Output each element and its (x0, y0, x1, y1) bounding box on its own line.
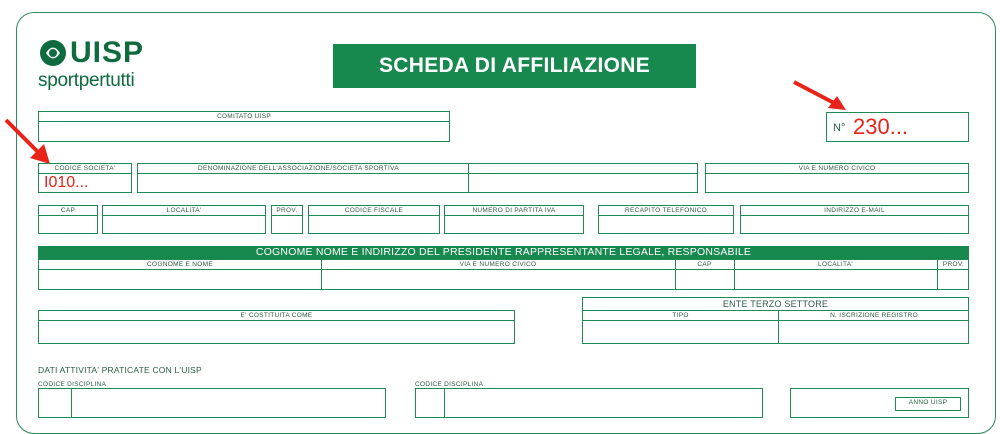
presidente-col-cap: CAP (697, 261, 712, 268)
partita-iva-field[interactable] (444, 205, 584, 234)
disciplina-table-2[interactable] (415, 388, 763, 418)
numero-prefix: N° (833, 122, 846, 134)
partita-iva-label: NUMERO DI PARTITA IVA (472, 207, 556, 214)
codice-disciplina-label-2: CODICE DISCIPLINA (415, 381, 484, 388)
presidente-col-localita: LOCALITA' (818, 261, 853, 268)
costituita-field[interactable] (38, 310, 515, 344)
uisp-emblem-icon (38, 38, 68, 68)
ets-tipo-label: TIPO (672, 312, 689, 319)
anno-box[interactable] (790, 388, 969, 418)
email-field[interactable] (740, 205, 969, 234)
via-societa-field[interactable] (705, 163, 969, 193)
logo-wordmark: UISP (70, 36, 145, 69)
denominazione-label: DENOMINAZIONE DELL'ASSOCIAZIONE/SOCIETA SPORTIVA (198, 165, 399, 172)
prov-field[interactable] (271, 205, 303, 234)
presidente-header: COGNOME NOME E INDIRIZZO DEL PRESIDENTE RAPPRESENTANTE LEGALE, RESPONSABILE (38, 246, 969, 259)
presidente-col-nome: COGNOME E NOME (147, 261, 213, 268)
cap-label: CAP (60, 207, 76, 214)
presidente-table[interactable] (38, 259, 969, 290)
prov-label: PROV. (276, 207, 298, 214)
recapito-field[interactable] (598, 205, 734, 234)
codice-societa-field[interactable] (38, 163, 132, 193)
anno-label: ANNO UISP (908, 399, 948, 406)
localita-label: LOCALITA' (166, 207, 202, 214)
codice-fiscale-field[interactable] (308, 205, 440, 234)
form-title: SCHEDA DI AFFILIAZIONE (333, 44, 696, 88)
presidente-col-prov: PROV. (942, 261, 965, 268)
codice-societa-label: CODICE SOCIETA' (54, 165, 116, 172)
email-label: INDIRIZZO E-MAIL (824, 207, 885, 214)
ets-iscrizione-label: N. ISCRIZIONE REGISTRO (830, 312, 918, 319)
numero-field[interactable] (826, 112, 969, 142)
codice-fiscale-label: CODICE FISCALE (344, 207, 404, 214)
logo-tagline: sportpertutti (38, 70, 135, 91)
localita-field[interactable] (102, 205, 266, 234)
ets-header: ENTE TERZO SETTORE (722, 299, 829, 309)
codice-societa-value: I010... (44, 174, 89, 191)
red-arrow-icon (790, 78, 850, 114)
dati-attivita-heading: DATI ATTIVITA' PRATICATE CON L'UISP (38, 365, 202, 375)
comitato-field[interactable] (38, 111, 450, 142)
denominazione-field[interactable] (137, 163, 698, 193)
presidente-col-via: VIA E NUMERO CIVICO (459, 261, 537, 268)
cap-field[interactable] (38, 205, 98, 234)
disciplina-table-1[interactable] (38, 388, 386, 418)
via-societa-label: VIA E NUMERO CIVICO (798, 165, 876, 172)
recapito-label: RECAPITO TELEFONICO (624, 207, 708, 214)
codice-disciplina-label-1: CODICE DISCIPLINA (38, 381, 107, 388)
anno-field[interactable] (895, 397, 961, 411)
comitato-label: COMITATO UISP (216, 113, 272, 120)
numero-value: 230... (853, 114, 909, 139)
costituita-label: E' COSTITUITA COME (240, 312, 313, 319)
ets-table[interactable] (582, 297, 969, 344)
